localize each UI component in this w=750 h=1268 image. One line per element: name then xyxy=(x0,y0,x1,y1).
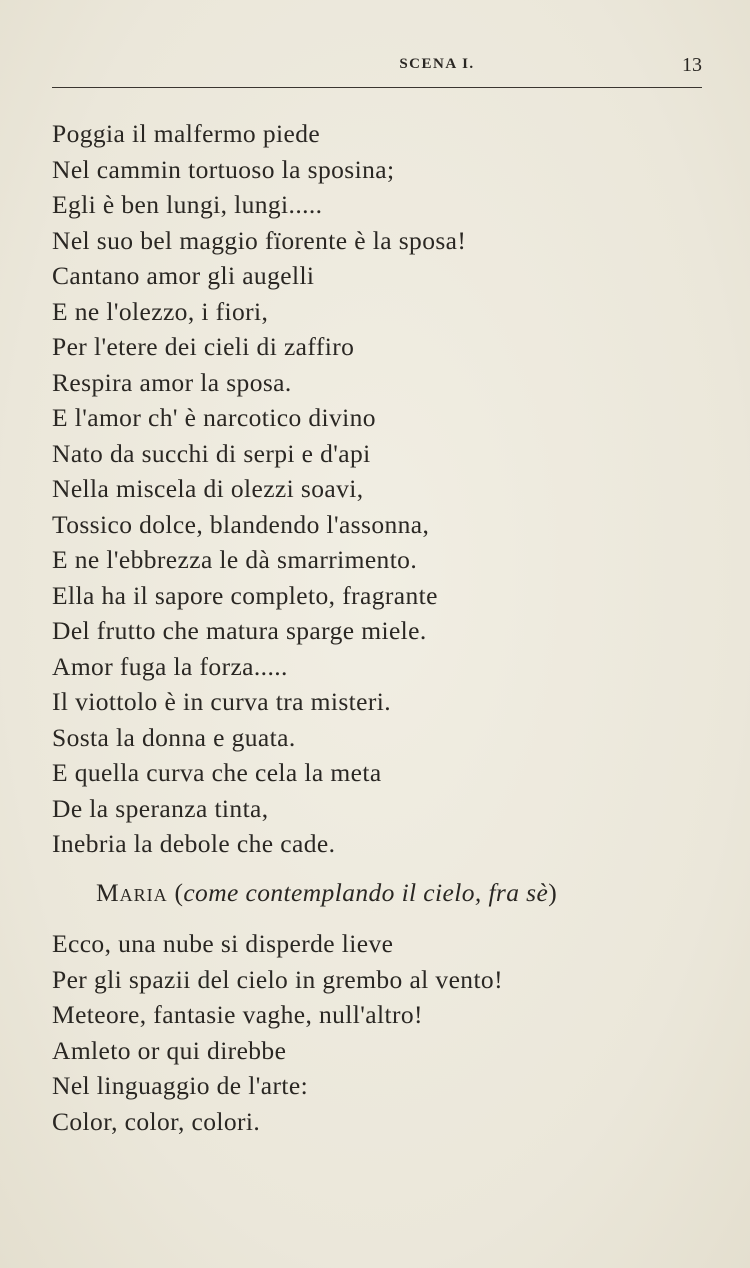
verse-line: Nel suo bel maggio fïorente è la sposa! xyxy=(52,225,467,255)
verse-line: Nel linguaggio de l'arte: xyxy=(52,1071,309,1100)
verse-line: Ella ha il sapore completo, fragrante xyxy=(52,580,438,610)
verse-line: Cantano amor gli augelli xyxy=(52,261,315,290)
verse-line: Per l'etere dei cieli di zaffiro xyxy=(52,332,355,361)
verse-line: Nel cammin tortuoso la sposina; xyxy=(52,154,395,184)
paren-close: ) xyxy=(548,878,558,907)
verse-line: De la speranza tinta, xyxy=(52,793,269,823)
speaker-name: Maria xyxy=(96,878,168,907)
verse-line: E quella curva che cela la meta xyxy=(52,758,382,787)
verse-line: Il viottolo è in curva tra misteri. xyxy=(52,687,392,716)
speaker-heading xyxy=(96,878,557,908)
verse-line: Inebria la debole che cade. xyxy=(52,829,336,858)
stanza-1 xyxy=(52,116,712,862)
verse-line: Del frutto che matura sparge miele. xyxy=(52,616,427,645)
verse-line: Amleto or qui direbbe xyxy=(52,1035,287,1065)
stanza-2 xyxy=(52,926,712,1139)
verse-line: Meteore, fantasie vaghe, null'altro! xyxy=(52,1000,423,1029)
verse-line: E l'amor ch' è narcotico divino xyxy=(52,403,376,432)
verse-line: Nato da succhi di serpi e d'api xyxy=(52,438,371,468)
paren-open: ( xyxy=(167,878,184,907)
header-rule xyxy=(52,87,702,88)
verse-line: Color, color, colori. xyxy=(52,1106,261,1136)
verse-line: Amor fuga la forza..... xyxy=(52,651,288,681)
page-header xyxy=(52,56,702,78)
verse-line: Nella miscela di olezzi soavi, xyxy=(52,474,364,503)
verse-line: E ne l'olezzo, i fiori, xyxy=(52,296,269,326)
verse-line: Per gli spazii del cielo in grembo al vento! xyxy=(52,964,503,994)
page-number: 13 xyxy=(682,54,702,76)
verse-line: Sosta la donna e guata. xyxy=(52,722,296,752)
verse-line: Ecco, una nube si disperde lieve xyxy=(52,929,394,958)
verse-line: Tossico dolce, blandendo l'assonna, xyxy=(52,509,430,539)
verse-line: E ne l'ebbrezza le dà smarrimento. xyxy=(52,545,418,574)
running-head: SCENA I. xyxy=(399,56,475,72)
stage-direction-end: fra sè xyxy=(488,878,549,907)
verse-line: Egli è ben lungi, lungi..... xyxy=(52,190,323,219)
verse-line: Poggia il malfermo piede xyxy=(52,119,321,148)
stage-direction: come contemplando il cielo, xyxy=(183,878,482,907)
verse-line: Respira amor la sposa. xyxy=(52,367,292,397)
